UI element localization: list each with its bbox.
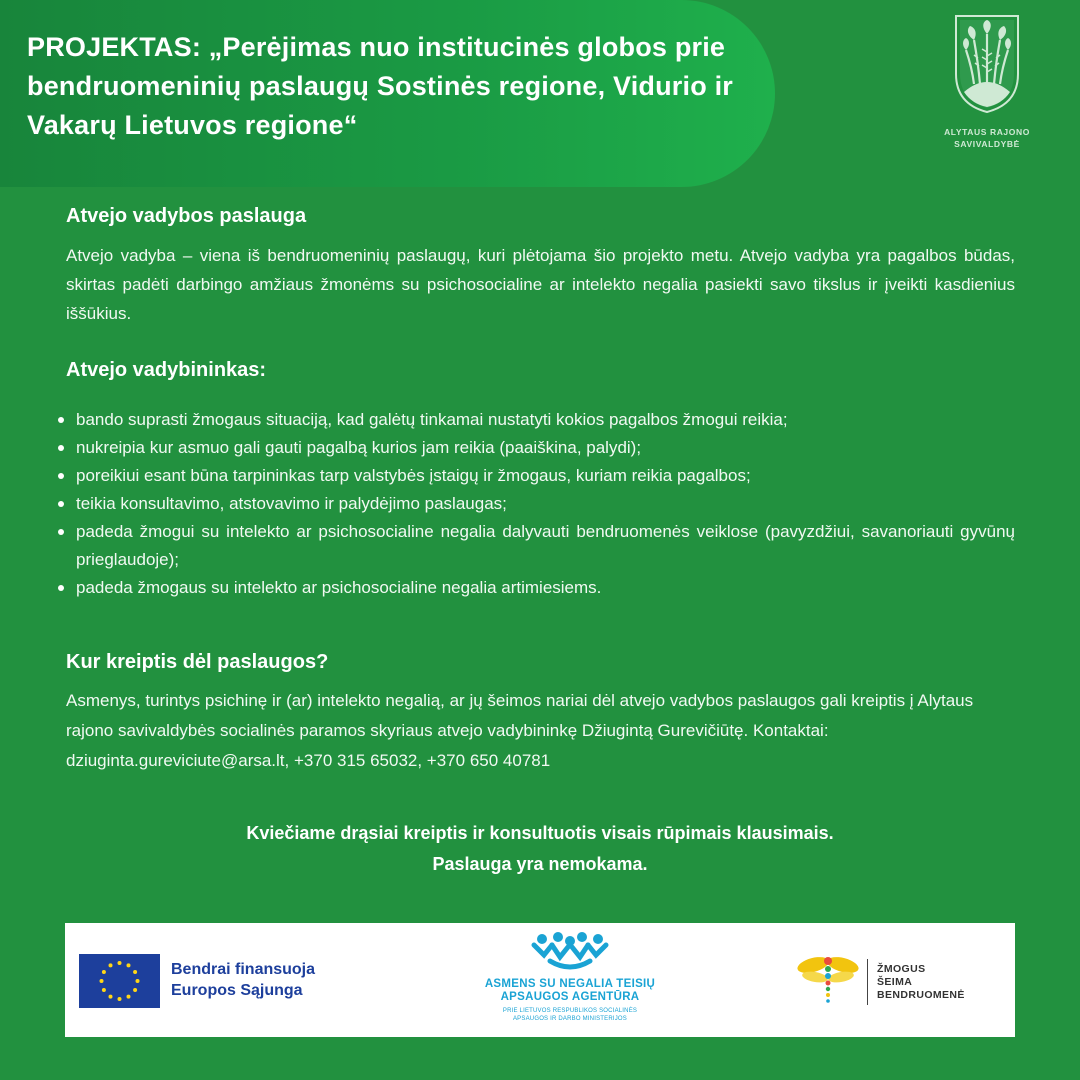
service-description: Atvejo vadyba – viena iš bendruomeninių paslaugų, kuri plėtojama šio projekto metu. Atvejo vadyba yra pagalbos būdas, skirtas padėti darbingo amžiaus žmonėms su psichosocialine ar intelekto negalia pasiekti savo tikslus ir įveikti kasdienius iššūkius. [66,246,1015,323]
eu-stars [79,954,160,1008]
municipality-name: ALYTAUS RAJONO SAVIVALDYBĖ [944,127,1030,149]
bullet-icon [58,445,64,451]
list-item: poreikiui esant būna tarpininkas tarp valstybės įstaigų ir žmogaus, kuriam reikia pagalbos; [56,462,1015,490]
agency-name: ASMENS SU NEGALIA TEISIŲ APSAUGOS AGENTŪRA [484,978,656,1003]
contact-heading: Kur kreiptis dėl paslaugos? [66,651,329,673]
family-logo [795,953,995,1009]
agency-logo [475,931,665,1023]
project-title: PROJEKTAS: „Perėjimas nuo institucinės globos prie bendruomeninių paslaugų Sostinės regione, Vidurio ir Vakarų Lietuvos regione“ [27,32,733,140]
list-item: padeda žmogui su intelekto ar psichosocialine negalia dalyvauti bendruomenės veiklose (pavyzdžiui, savanoriauti gyvūnų prieglaudoje); [56,518,1015,574]
family-logo-text: ŽMOGUS ŠEIMA BENDRUOMENĖ [877,963,965,1001]
list-item: nukreipia kur asmuo gali gauti pagalbą kurios jam reikia (paaiškina, palydi); [56,434,1015,462]
list-item: padeda žmogaus su intelekto ar psichosocialine negalia artimiesiems. [56,574,1015,602]
bullet-icon [58,473,64,479]
closing-line-2: Paslauga yra nemokama. [432,854,648,874]
bullet-icon [58,417,64,423]
manager-heading: Atvejo vadybininkas: [66,359,267,381]
partner-logos-bar [65,923,1015,1037]
eu-flag-icon [79,954,160,1008]
closing-message [0,818,1080,880]
people-circle-icon [530,931,610,971]
eu-cofunding-text: Bendrai finansuoja Europos Sąjunga [171,961,316,999]
service-heading: Atvejo vadybos paslauga [66,205,307,227]
bullet-icon [58,501,64,507]
logo-divider [867,959,868,1005]
agency-subtitle: PRIE LIETUVOS RESPUBLIKOS SOCIALINĖS APSAUGOS IR DARBO MINISTERIJOS [502,1008,638,1022]
dragonfly-icon [795,953,861,1009]
municipality-logo [946,12,1028,150]
manager-duties-list [56,406,1015,602]
list-item: teikia konsultavimo, atstovavimo ir palydėjimo paslaugas; [56,490,1015,518]
municipality-crest-icon [952,12,1022,114]
contact-text: Asmenys, turintys psichinę ir (ar) intelekto negalią, ar jų šeimos nariai dėl atvejo vadybos paslaugos gali kreiptis į Alytaus rajono savivaldybės socialinės paramos skyriaus atvejo vadybininkę Džiugintą Gurevičiūtę. Kontaktai: dziuginta.gureviciute@arsa.lt, +370 315 65032, +370 650 40781 [66,691,974,770]
bullet-icon [58,585,64,591]
bullet-icon [58,529,64,535]
closing-line-1: Kviečiame drąsiai kreiptis ir konsultuotis visais rūpimais klausimais. [246,823,834,843]
list-item: bando suprasti žmogaus situaciją, kad galėtų tinkamai nustatyti kokios pagalbos žmogui reikia; [56,406,1015,434]
